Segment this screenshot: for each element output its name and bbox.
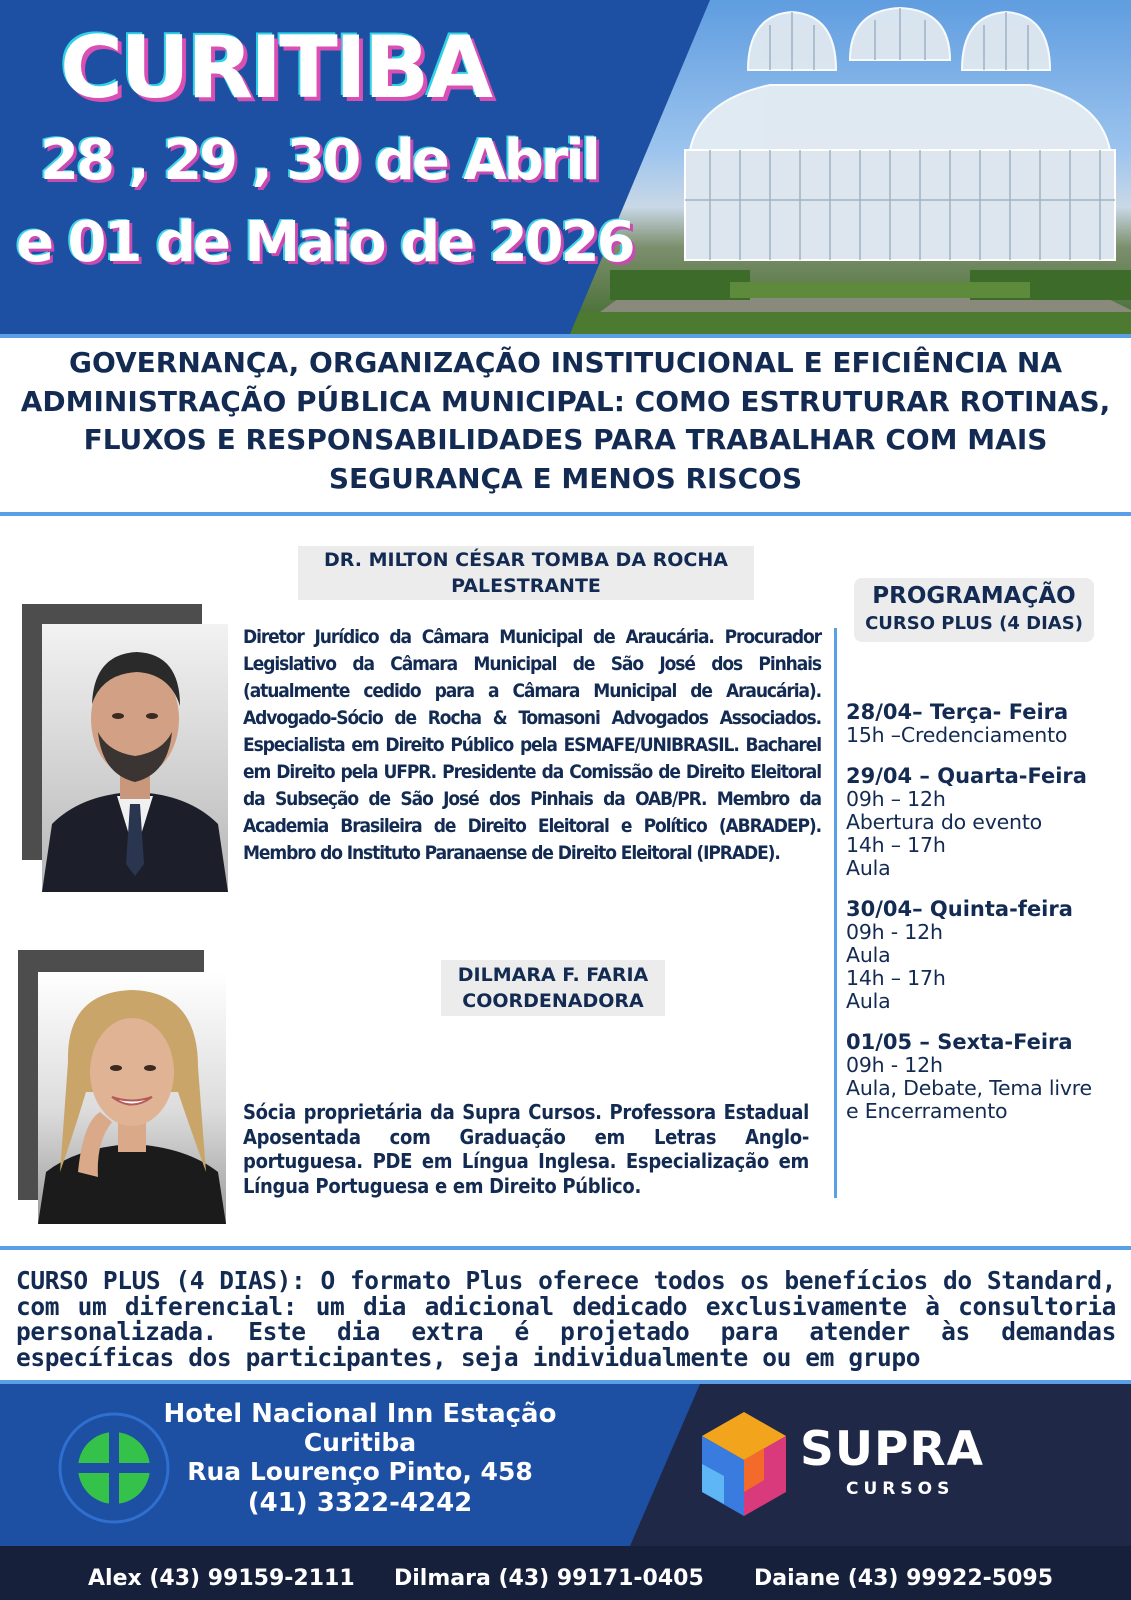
program-schedule <box>846 700 1116 1140</box>
schedule-day-heading: 01/05 – Sexta-Feira <box>846 1030 1073 1054</box>
speaker-role: PALESTRANTE <box>451 575 601 597</box>
event-header <box>0 0 1131 334</box>
program-divider <box>834 628 837 1198</box>
speaker-role: COORDENADORA <box>462 990 644 1012</box>
contact-dilmara: Dilmara (43) 99171-0405 <box>394 1566 704 1591</box>
divider-title <box>0 512 1131 516</box>
program-title: PROGRAMAÇÃO <box>872 583 1076 609</box>
speaker-photo-dilmara <box>38 972 226 1224</box>
schedule-line: 09h - 12h <box>846 920 943 944</box>
schedule-day <box>846 897 1116 1013</box>
schedule-line: Aula <box>846 943 891 967</box>
schedule-day-heading: 28/04– Terça- Feira <box>846 700 1069 724</box>
botanical-garden-photo <box>570 0 1131 334</box>
schedule-day <box>846 764 1116 880</box>
brand-subtitle: CURSOS <box>846 1479 955 1499</box>
event-city: CURITIBA <box>60 18 490 118</box>
venue-phone: (41) 3322-4242 <box>247 1488 473 1518</box>
speaker-bio-milton: Diretor Jurídico da Câmara Municipal de Araucária. Procurador Legislativo da Câmara Municipal de São José dos Pinhais (atualmente cedido para a Câmara Municipal de Araucária). Advogado-Sócio de Rocha & Tomasoni Advogados Associados. Especialista em Direito Público pela ESMAFE/UNIBRASIL. Bacharel em Direito pela UFPR. Presidente da Comissão de Direito Eleitoral da Subseção de São José dos Pinhais da OAB/PR. Membro da Academia Brasileira de Direito Eleitoral e Político (ABRADEP). Membro do Instituto Paranaense de Direito Eleitoral (IPRADE). <box>243 626 821 864</box>
contact-daiane: Daiane (43) 99922-5095 <box>754 1566 1054 1591</box>
program-subtitle: CURSO PLUS (4 DIAS) <box>865 613 1083 634</box>
speaker-bio-dilmara: Sócia proprietária da Supra Cursos. Professora Estadual Aposentada com Graduação em Letras Anglo-portuguesa. PDE em Língua Inglesa. Especialização em Língua Portuguesa e em Direito Público. <box>243 1100 809 1198</box>
venue-address: Rua Lourenço Pinto, 458 <box>187 1457 533 1486</box>
brand-name: SUPRA <box>800 1422 985 1477</box>
speaker-photo-milton <box>42 624 228 892</box>
venue-city: Curitiba <box>303 1428 417 1457</box>
schedule-line: Abertura do evento <box>846 810 1043 834</box>
speaker-badge-dilmara <box>441 960 665 1016</box>
schedule-line: 09h – 12h <box>846 787 946 811</box>
speaker-badge-milton <box>298 546 754 600</box>
man-portrait-icon <box>42 624 228 892</box>
divider-top <box>0 334 1131 338</box>
schedule-line: 14h – 17h <box>846 833 946 857</box>
schedule-day <box>846 700 1116 747</box>
plus-course-note: CURSO PLUS (4 DIAS): O formato Plus oferece todos os benefícios do Standard, com um diferencial: um dia adicional dedicado exclusivamente à consultoria personalizada. Este dia extra é projetado para atender às demandas específicas dos participantes, seja individualmente ou em grupo <box>16 1266 1116 1372</box>
event-dates-line1: 28 , 29 , 30 de Abril <box>40 128 598 193</box>
schedule-line: e Encerramento <box>846 1099 1008 1123</box>
schedule-line: 15h –Credenciamento <box>846 723 1068 747</box>
event-dates-line2: e 01 de Maio de 2026 <box>16 210 633 275</box>
schedule-line: Aula, Debate, Tema livre <box>846 1076 1092 1100</box>
supra-cube-logo-icon <box>698 1408 790 1520</box>
schedule-line: 14h – 17h <box>846 966 946 990</box>
program-badge <box>854 578 1094 642</box>
schedule-day-heading: 30/04– Quinta-feira <box>846 897 1073 921</box>
schedule-line: Aula <box>846 856 891 880</box>
schedule-line: 09h - 12h <box>846 1053 943 1077</box>
venue-info <box>150 1400 570 1519</box>
course-title: GOVERNANÇA, ORGANIZAÇÃO INSTITUCIONAL E EFICIÊNCIA NA ADMINISTRAÇÃO PÚBLICA MUNICIPAL: COMO ESTRUTURAR ROTINAS, FLUXOS E RESPONSABILIDADES PARA TRABALHAR COM MAIS SEGURANÇA E MENOS RISCOS <box>20 346 1111 495</box>
greenhouse-illustration <box>570 0 1131 334</box>
speaker-name: DR. MILTON CÉSAR TOMBA DA ROCHA <box>324 549 728 571</box>
woman-portrait-icon <box>38 972 226 1224</box>
schedule-line: Aula <box>846 989 891 1013</box>
contact-alex: Alex (43) 99159-2111 <box>88 1566 355 1591</box>
schedule-day <box>846 1030 1116 1123</box>
divider-bottom <box>0 1246 1131 1250</box>
speaker-name: DILMARA F. FARIA <box>457 964 649 986</box>
schedule-day-heading: 29/04 – Quarta-Feira <box>846 764 1087 788</box>
venue-name: Hotel Nacional Inn Estação <box>163 1399 557 1429</box>
